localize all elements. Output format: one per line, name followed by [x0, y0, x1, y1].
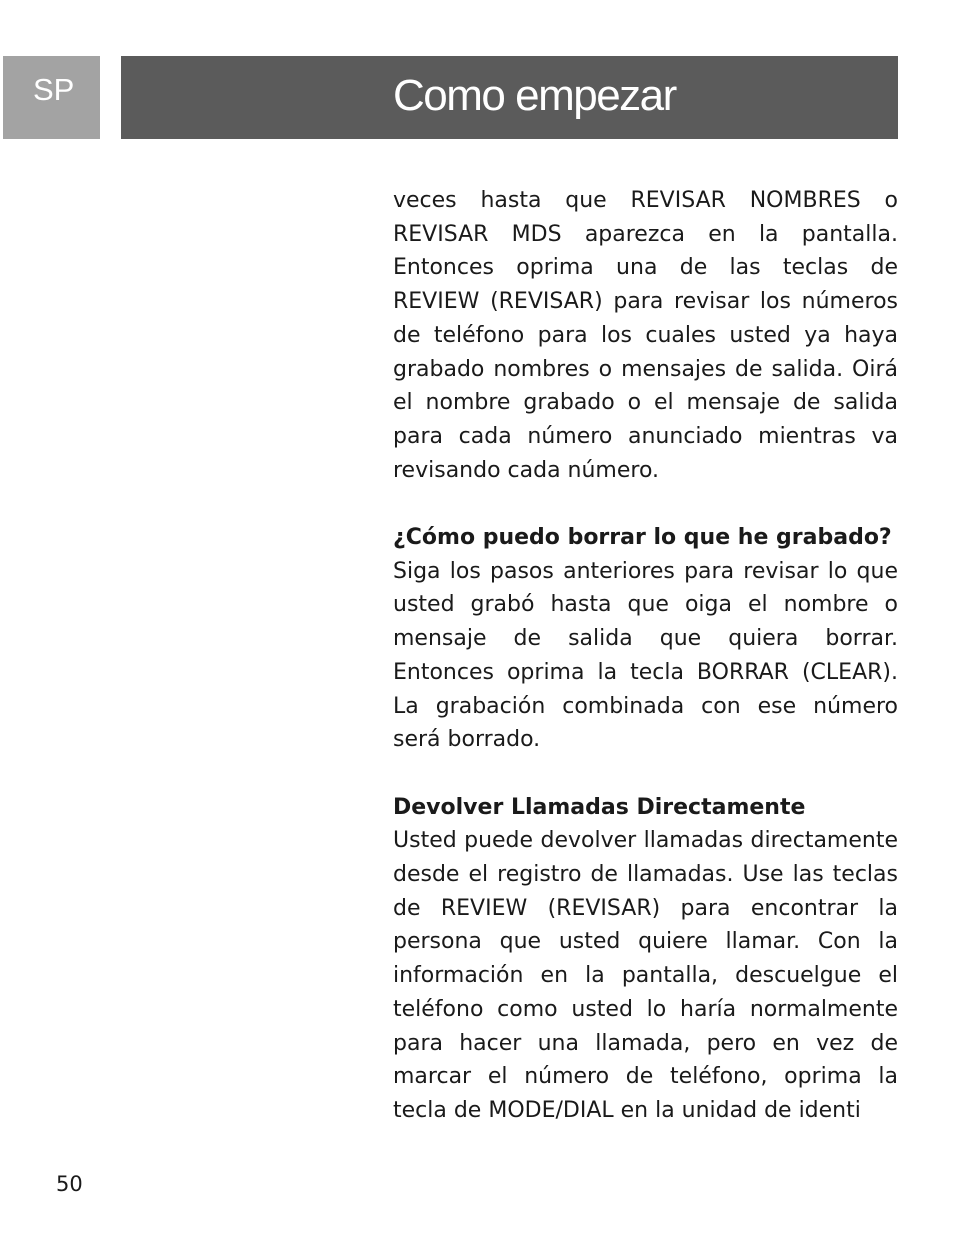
paragraph-delete-recording: Siga los pasos anteriores para revisar lo que usted grabó hasta que oiga el nombre o mensaje de salida que quiera borrar. Entonces oprima la tecla BORRAR (CLEAR). La grabación combinada con ese número será borrado.	[393, 558, 898, 753]
paragraph-return-calls: Usted puede devolver llamadas directamente desde el registro de llamadas. Use las teclas de REVIEW (REVISAR) para encontrar la persona que usted quiere llamar. Con la información en la pantalla, descuelgue el teléfono como usted lo haría normalmente para hacer una llamada, pero en vez de marcar el número de teléfono, oprima la tecla de MODE/DIAL en la unidad de identi	[393, 828, 898, 1123]
language-tab-label: SP	[33, 72, 75, 107]
main-content	[393, 184, 898, 1128]
paragraph-gap	[393, 757, 898, 791]
paragraph-gap	[393, 487, 898, 521]
page-number: 50	[56, 1172, 83, 1196]
section-heading-delete-recording: ¿Cómo puedo borrar lo que he grabado?	[393, 525, 892, 551]
language-tab	[3, 56, 100, 139]
section-heading-return-calls: Devolver Llamadas Directamente	[393, 794, 806, 820]
paragraph-review-names: veces hasta que REVISAR NOMBRES o REVISAR MDS aparezca en la pantalla. Entonces oprima una de las teclas de REVIEW (REVISAR) para revisar los números de teléfono para los cuales usted ya haya grabado nombres o mensajes de salida. Oirá el nombre grabado o el mensaje de salida para cada número anunciado mientras va revisando cada número.	[393, 188, 898, 483]
page-title: Como empezar	[393, 71, 676, 120]
page-header	[121, 56, 898, 139]
